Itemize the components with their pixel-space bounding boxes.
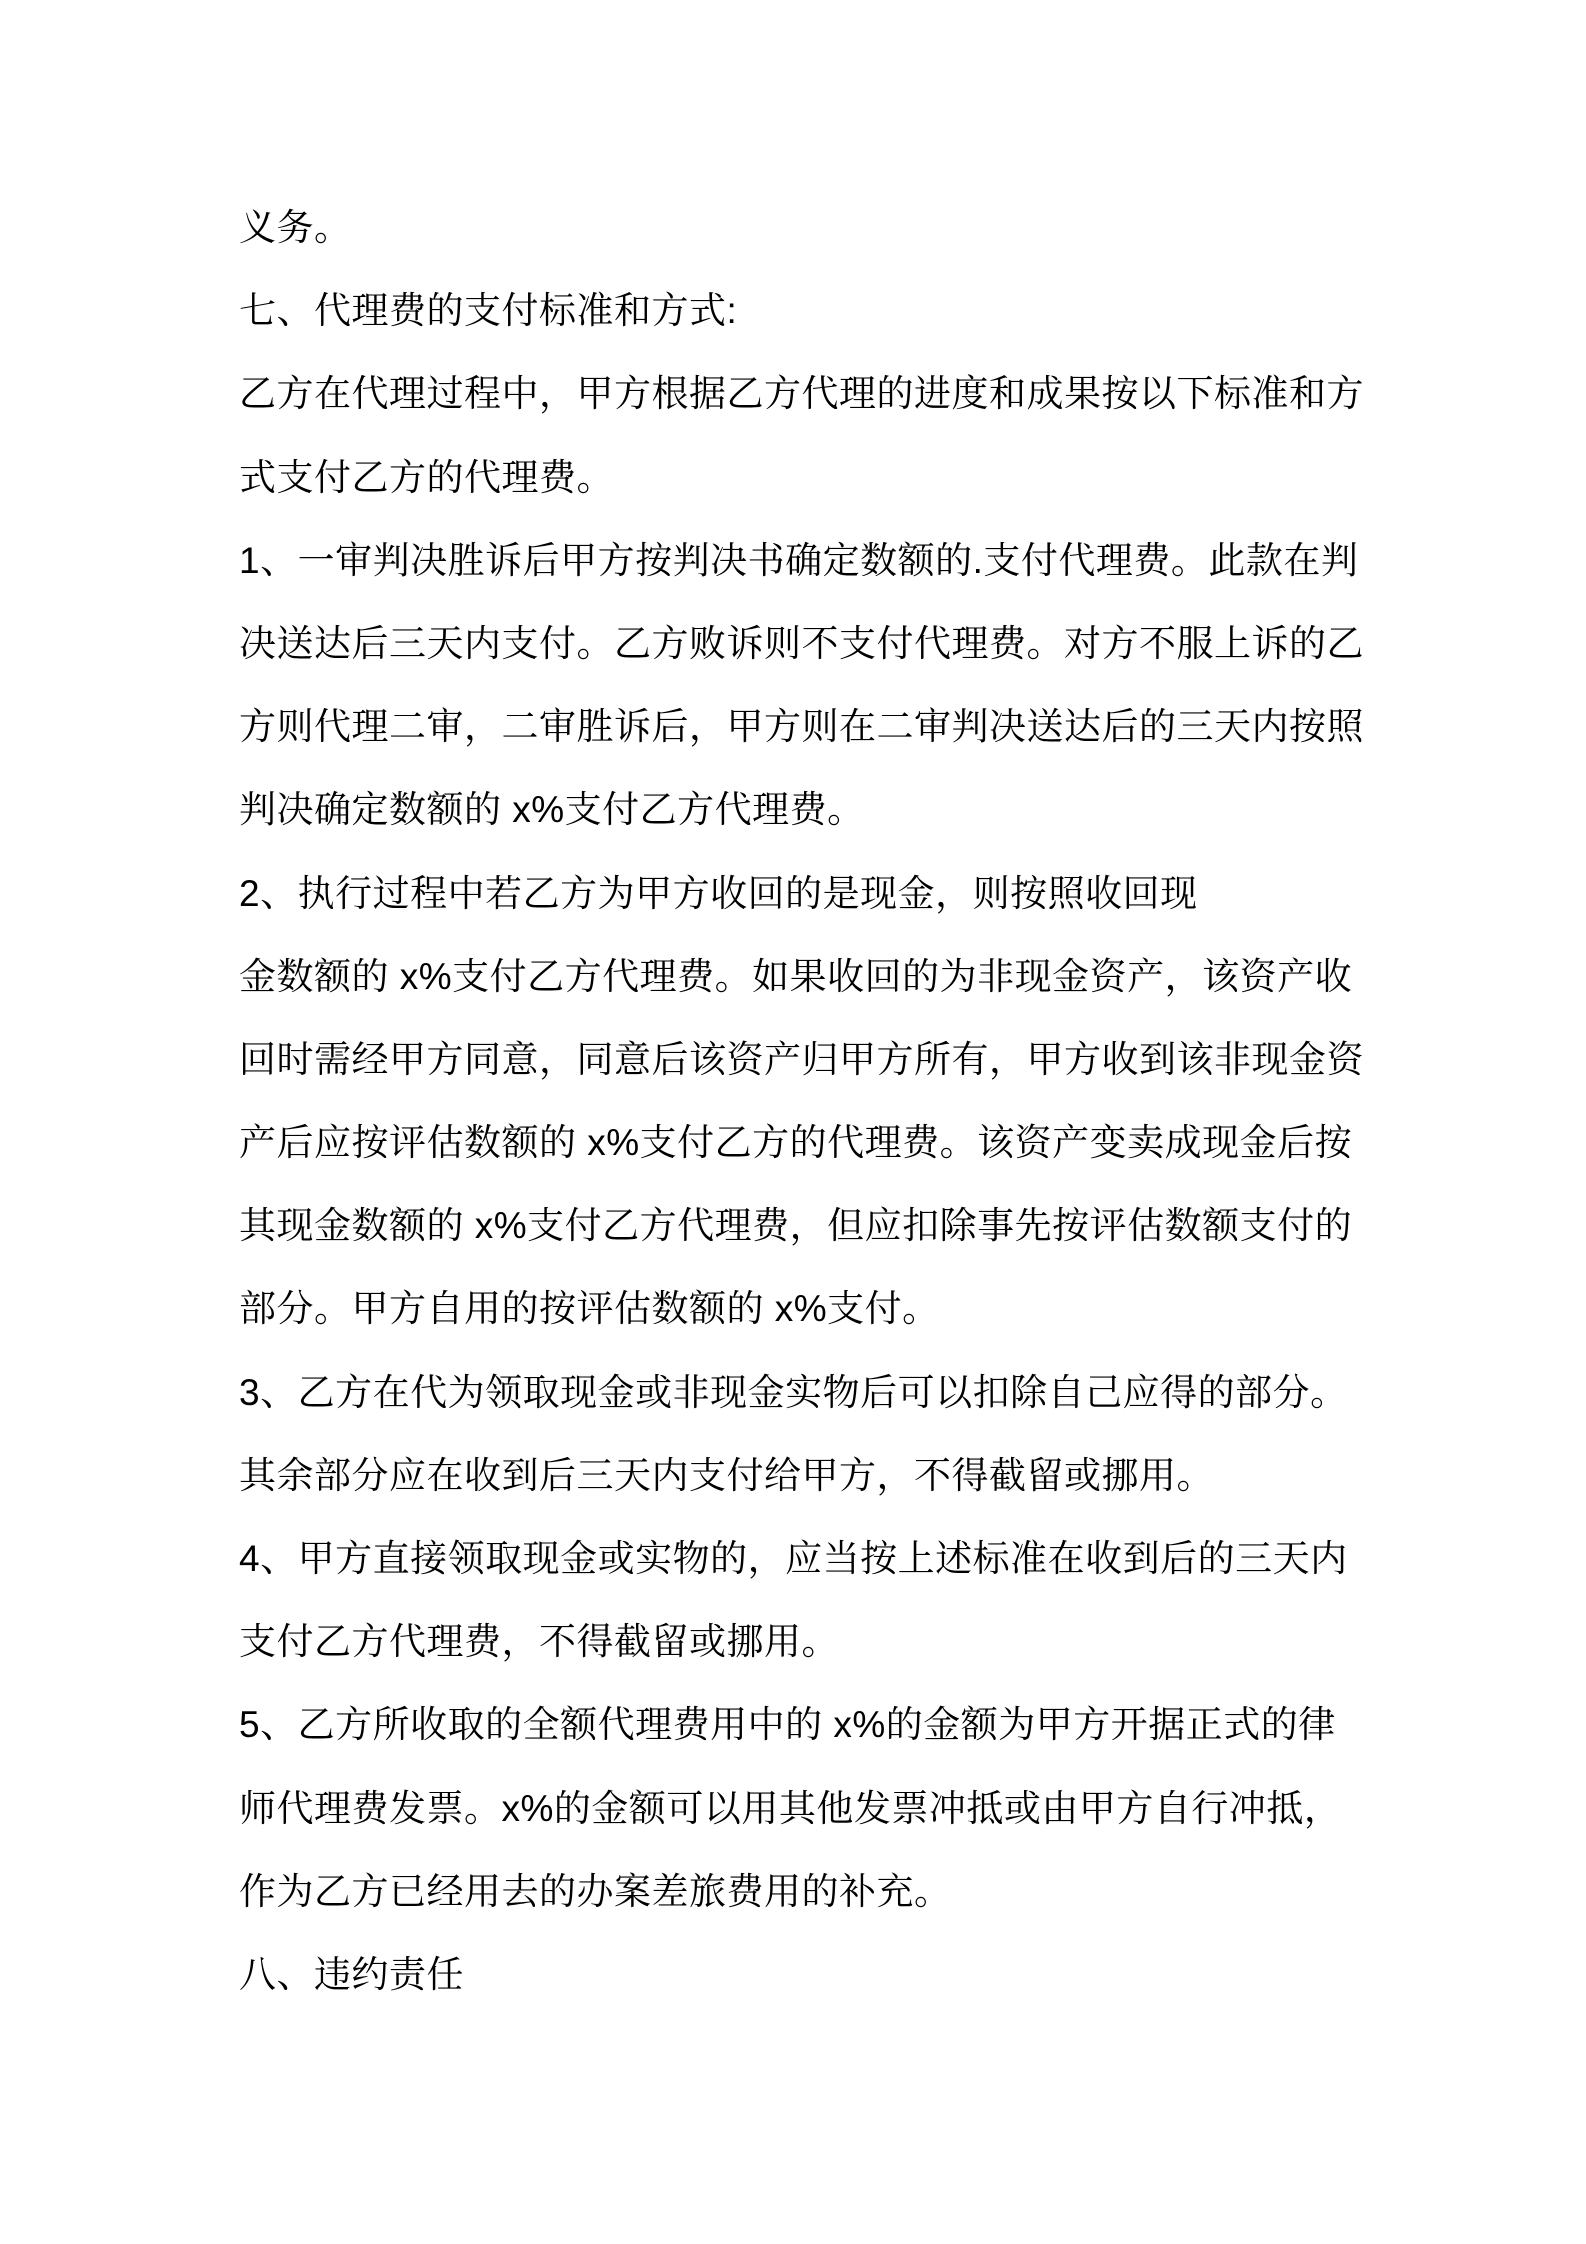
paragraph-clause-7-item-5 [239, 1683, 1369, 1933]
text-line: 回时需经甲方同意，同意后该资产归甲方所有，甲方收到该非现金资 [239, 1038, 1364, 1080]
text-line: 其现金数额的 x%支付乙方代理费，但应扣除事先按评估数额支付的 [239, 1205, 1353, 1247]
document-text [239, 186, 1369, 2016]
text-line: 作为乙方已经用去的办案差旅费用的补充。 [239, 1870, 952, 1912]
paragraph-clause-7-intro [239, 352, 1369, 518]
paragraph-clause-7-heading [239, 269, 1369, 352]
clause-heading: 七、代理费的支付标准和方式: [239, 290, 738, 332]
text-line: 产后应按评估数额的 x%支付乙方的代理费。该资产变卖成现金后按 [239, 1122, 1353, 1164]
text-line: 1、一审判决胜诉后甲方按判决书确定数额的.支付代理费。此款在判 [239, 539, 1359, 581]
text-line: 决送达后三天内支付。乙方败诉则不支付代理费。对方不服上诉的乙 [239, 622, 1364, 664]
text-line: 乙方在代理过程中，甲方根据乙方代理的进度和成果按以下标准和方 [239, 373, 1364, 415]
text-line: 判决确定数额的 x%支付乙方代理费。 [239, 789, 865, 831]
text-line: 金数额的 x%支付乙方代理费。如果收回的为非现金资产，该资产收 [239, 955, 1353, 997]
text-line: 2、执行过程中若乙方为甲方收回的是现金，则按照收回现 [239, 872, 1198, 914]
text-line: 5、乙方所收取的全额代理费用中的 x%的金额为甲方开据正式的律 [239, 1704, 1336, 1746]
paragraph-clause-7-item-4 [239, 1517, 1369, 1683]
text-line: 方则代理二审，二审胜诉后，甲方则在二审判决送达后的三天内按照 [239, 706, 1364, 748]
text-line: 式支付乙方的代理费。 [239, 456, 614, 498]
text-line: 师代理费发票。x%的金额可以用其他发票冲抵或由甲方自行冲抵， [239, 1787, 1342, 1829]
paragraph-clause-7-item-3 [239, 1351, 1369, 1517]
clause-heading: 八、违约责任 [239, 1953, 464, 1995]
paragraph-clause-8-heading [239, 1933, 1369, 2016]
paragraph-clause-6-tail [239, 186, 1369, 269]
text-line: 3、乙方在代为领取现金或非现金实物后可以扣除自己应得的部分。 [239, 1371, 1348, 1413]
text-line: 4、甲方直接领取现金或实物的，应当按上述标准在收到后的三天内 [239, 1538, 1348, 1579]
text-line: 部分。甲方自用的按评估数额的 x%支付。 [239, 1288, 940, 1330]
text-line: 支付乙方代理费，不得截留或挪用。 [239, 1621, 839, 1663]
paragraph-clause-7-item-2 [239, 852, 1369, 1351]
paragraph-clause-7-item-1 [239, 519, 1369, 852]
text-line: 其余部分应在收到后三天内支付给甲方，不得截留或挪用。 [239, 1454, 1214, 1496]
text-line: 义务。 [239, 207, 352, 248]
